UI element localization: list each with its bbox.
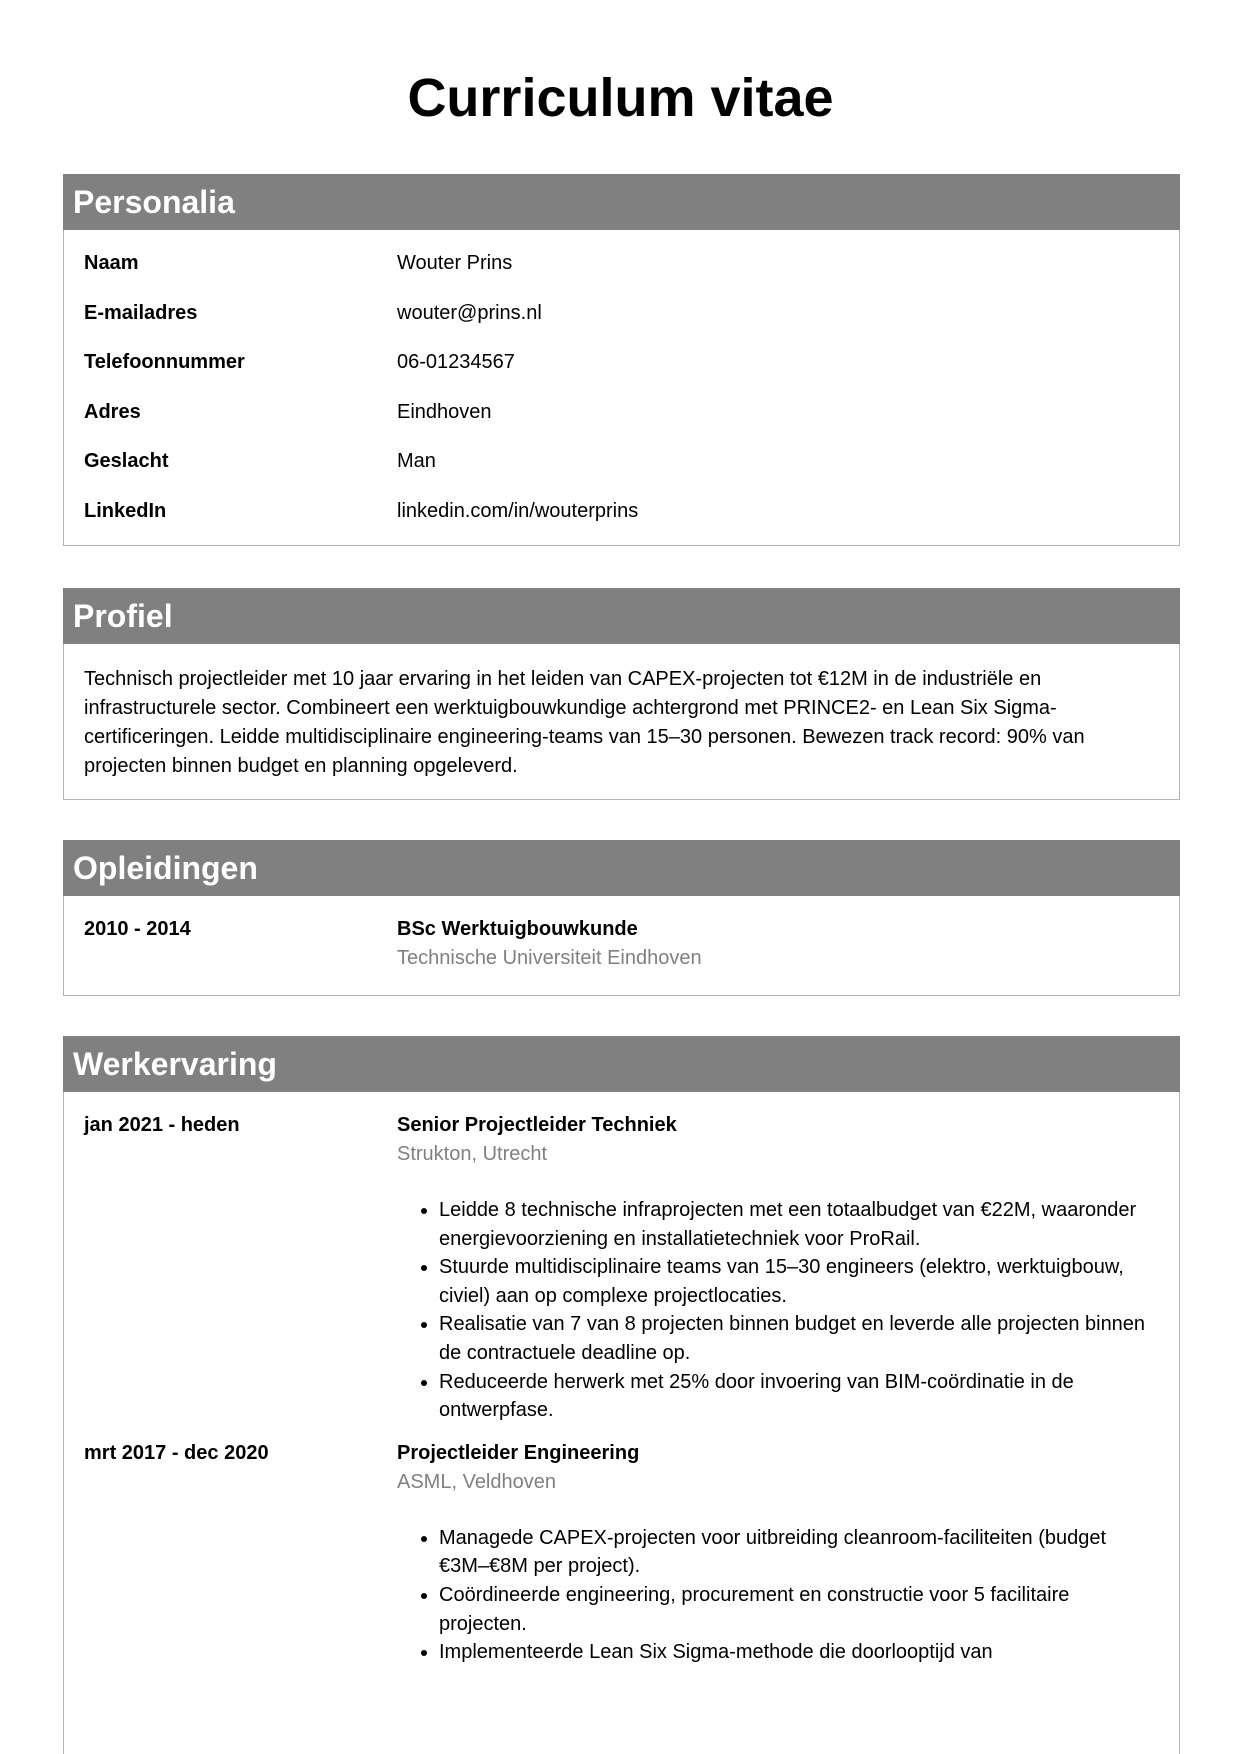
personalia-row-linkedin (64, 497, 1179, 547)
section-header-werkervaring: Werkervaring (63, 1036, 1180, 1092)
field-value: Eindhoven (397, 400, 492, 423)
entry-org: ASML, Veldhoven (397, 1470, 556, 1493)
bullet-item: • Leidde 8 technische infraprojecten met een totaalbudget van €22M, waaronder energievoorziening en installatietechniek voor ProRail. (439, 1196, 1159, 1253)
section-header-opleidingen: Opleidingen (63, 840, 1180, 896)
profiel-text: Technisch projectleider met 10 jaar ervaring in het leiden van CAPEX-projecten tot €12M in de industriële en infrastructurele sector. Combineert een werktuigbouwkundige achtergrond met PRINCE2- en Lean Six Sigma-certificeringen. Leidde multidisciplinaire engineering-teams van 15–30 personen. Bewezen track record: 90% van projecten binnen budget en planning opgeleverd. (84, 668, 1085, 777)
entry-period: 2010 - 2014 (84, 918, 191, 940)
opleidingen-list (64, 896, 1179, 993)
entry-title: Projectleider Engineering (397, 1441, 640, 1464)
field-label: Geslacht (84, 450, 169, 473)
list-item (64, 1111, 1179, 1425)
field-value: 06-01234567 (397, 351, 515, 374)
bullet-item: • Realisatie van 7 van 8 projecten binnen budget en leverde alle projecten binnen de contractuele deadline op. (439, 1310, 1159, 1367)
section-header-personalia: Personalia (63, 174, 1180, 230)
personalia-row-adres (64, 398, 1179, 448)
field-value: Man (397, 450, 436, 473)
section-header-profiel: Profiel (63, 588, 1180, 644)
section-profiel (63, 588, 1180, 800)
entry-details (397, 1439, 1179, 1667)
field-value: wouter@prins.nl (397, 301, 542, 324)
werkervaring-list (64, 1092, 1179, 1667)
entry-period: mrt 2017 - dec 2020 (84, 1441, 269, 1464)
personalia-row-telefoon (64, 348, 1179, 398)
entry-title: BSc Werktuigbouwkunde (397, 918, 638, 940)
personalia-row-geslacht (64, 447, 1179, 497)
bullet-item: • Coördineerde engineering, procurement en constructie voor 5 facilitaire projecten. (439, 1581, 1159, 1638)
entry-title: Senior Projectleider Techniek (397, 1114, 677, 1136)
bullet-item: • Managede CAPEX-projecten voor uitbreiding cleanroom-faciliteiten (budget €3M–€8M per project). (439, 1524, 1159, 1581)
section-opleidingen (63, 840, 1180, 996)
page-title: Curriculum vitae (407, 68, 834, 128)
list-item (64, 915, 1179, 973)
section-werkervaring (63, 1036, 1180, 1754)
field-label: Telefoonnummer (84, 351, 245, 374)
bullet-item: • Reduceerde herwerk met 25% door invoering van BIM-coördinatie in de ontwerpfase. (439, 1368, 1159, 1425)
field-label: LinkedIn (84, 499, 167, 522)
field-value: linkedin.com/in/wouterprins (397, 499, 639, 522)
entry-org: Technische Universiteit Eindhoven (397, 947, 702, 969)
bullet-item: • Implementeerde Lean Six Sigma-methode die doorlooptijd van (439, 1638, 1159, 1667)
entry-bullets (397, 1524, 1179, 1667)
personalia-row-naam (64, 249, 1179, 299)
bullet-item: • Stuurde multidisciplinaire teams van 15–30 engineers (elektro, werktuigbouw, civiel) aan op complexe projectlocaties. (439, 1253, 1159, 1310)
field-label: E-mailadres (84, 301, 198, 324)
field-value: Wouter Prins (397, 252, 513, 274)
field-label: Naam (84, 252, 139, 274)
entry-org: Strukton, Utrecht (397, 1143, 548, 1165)
entry-details (397, 1111, 1179, 1425)
list-item (64, 1439, 1179, 1667)
entry-details (397, 915, 1179, 973)
field-label: Adres (84, 400, 141, 423)
personalia-row-email (64, 299, 1179, 349)
section-personalia (63, 174, 1180, 546)
personalia-list (64, 230, 1179, 547)
entry-bullets (397, 1196, 1179, 1425)
entry-period: jan 2021 - heden (84, 1114, 240, 1136)
